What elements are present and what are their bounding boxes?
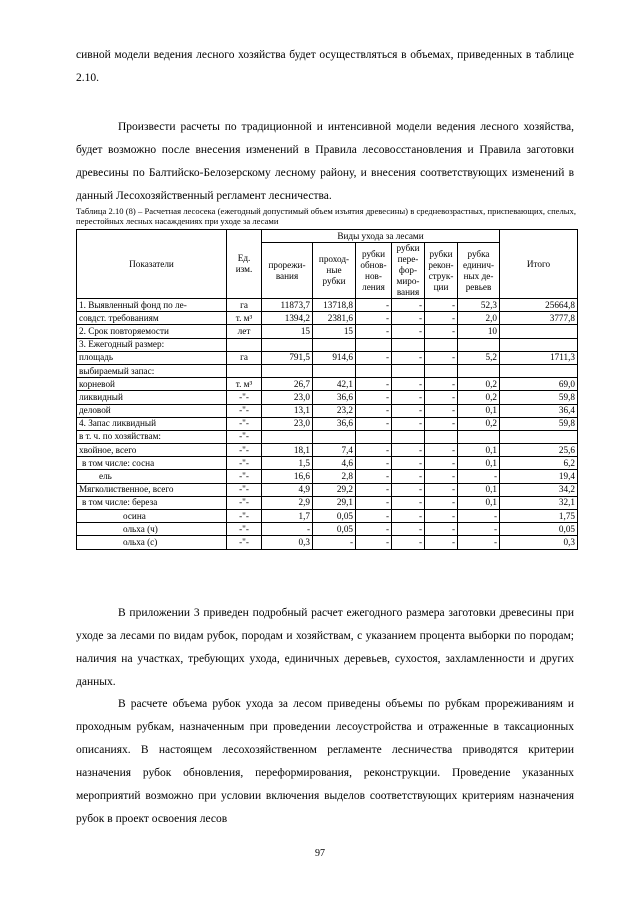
- row-value: [392, 338, 425, 351]
- table-row: [77, 404, 578, 417]
- row-value: -: [356, 351, 392, 364]
- row-value: -: [356, 510, 392, 523]
- row-value: 59,8: [500, 391, 578, 404]
- row-value: 0,1: [458, 496, 500, 509]
- row-value: -: [392, 536, 425, 549]
- row-value: 18,1: [262, 444, 313, 457]
- row-value: 0,3: [500, 536, 578, 549]
- row-value: -: [356, 523, 392, 536]
- row-value: [356, 364, 392, 377]
- row-value: -: [356, 391, 392, 404]
- row-value: -: [425, 391, 458, 404]
- row-value: [313, 338, 356, 351]
- row-value: 23,0: [262, 391, 313, 404]
- table-row: [77, 364, 578, 377]
- row-value: -: [425, 351, 458, 364]
- row-value: [262, 430, 313, 443]
- row-value: -: [356, 457, 392, 470]
- row-value: [356, 430, 392, 443]
- row-value: [262, 338, 313, 351]
- header-reforming: рубки пере- фор- миро- вания: [392, 243, 425, 299]
- table-row: [77, 312, 578, 325]
- row-label: 1. Выявленный фонд по ле-: [77, 299, 227, 312]
- row-label: выбираемый запас:: [77, 364, 227, 377]
- row-unit: лет: [227, 325, 262, 338]
- table-row: [77, 536, 578, 549]
- row-value: [313, 430, 356, 443]
- row-value: 2,8: [313, 470, 356, 483]
- row-value: [458, 338, 500, 351]
- row-value: 2,9: [262, 496, 313, 509]
- row-value: -: [356, 417, 392, 430]
- row-value: 0,2: [458, 378, 500, 391]
- row-value: 59,8: [500, 417, 578, 430]
- row-value: [313, 364, 356, 377]
- row-value: -: [425, 312, 458, 325]
- row-value: [500, 364, 578, 377]
- table-row: [77, 378, 578, 391]
- row-value: -: [392, 378, 425, 391]
- logging-table: [76, 229, 578, 550]
- row-value: 26,7: [262, 378, 313, 391]
- row-value: -: [425, 444, 458, 457]
- row-value: 0,05: [313, 523, 356, 536]
- row-value: 13,1: [262, 404, 313, 417]
- row-value: 36,4: [500, 404, 578, 417]
- row-value: -: [425, 299, 458, 312]
- table-row: [77, 444, 578, 457]
- row-value: 0,2: [458, 391, 500, 404]
- row-value: 0,05: [500, 523, 578, 536]
- row-unit: -"-: [227, 417, 262, 430]
- row-value: [425, 338, 458, 351]
- row-value: 10: [458, 325, 500, 338]
- row-value: 2,0: [458, 312, 500, 325]
- row-value: 36,6: [313, 417, 356, 430]
- row-unit: -"-: [227, 444, 262, 457]
- row-value: -: [392, 391, 425, 404]
- table-row: [77, 391, 578, 404]
- row-value: 0,3: [262, 536, 313, 549]
- row-value: -: [392, 444, 425, 457]
- row-value: -: [425, 483, 458, 496]
- row-value: 0,1: [458, 457, 500, 470]
- row-unit: -"-: [227, 457, 262, 470]
- header-unit: Ед. изм.: [227, 230, 262, 299]
- row-value: -: [425, 510, 458, 523]
- row-value: -: [392, 523, 425, 536]
- row-value: -: [392, 470, 425, 483]
- row-value: -: [356, 536, 392, 549]
- table-row: [77, 470, 578, 483]
- row-value: -: [392, 417, 425, 430]
- header-indicator: Показатели: [77, 230, 227, 299]
- row-value: 15: [313, 325, 356, 338]
- row-value: [500, 430, 578, 443]
- row-value: -: [392, 510, 425, 523]
- row-value: -: [392, 483, 425, 496]
- row-value: -: [356, 299, 392, 312]
- row-value: [356, 338, 392, 351]
- row-label: осина: [77, 510, 227, 523]
- page-number: 97: [315, 848, 325, 859]
- row-value: 1,75: [500, 510, 578, 523]
- table-row: [77, 496, 578, 509]
- row-value: -: [356, 312, 392, 325]
- row-value: 6,2: [500, 457, 578, 470]
- row-value: 29,2: [313, 483, 356, 496]
- row-unit: -"-: [227, 391, 262, 404]
- row-label: ликвидный: [77, 391, 227, 404]
- row-value: -: [458, 510, 500, 523]
- row-value: -: [425, 378, 458, 391]
- row-value: -: [392, 404, 425, 417]
- header-renewal: рубки обнов- нов- ления: [356, 243, 392, 299]
- paragraph-continued: сивной модели ведения лесного хозяйства будет осуществляться в объемах, приведенных в таблице 2.10.: [76, 49, 574, 84]
- row-value: 32,1: [500, 496, 578, 509]
- row-unit: -"-: [227, 483, 262, 496]
- row-label: в т. ч. по хозяйствам:: [77, 430, 227, 443]
- row-value: -: [458, 523, 500, 536]
- table-row: [77, 457, 578, 470]
- row-value: [425, 430, 458, 443]
- row-value: 0,2: [458, 417, 500, 430]
- table-row: [77, 338, 578, 351]
- row-value: -: [392, 457, 425, 470]
- header-group: Виды ухода за лесами: [262, 230, 500, 243]
- row-value: [425, 364, 458, 377]
- row-value: -: [392, 351, 425, 364]
- header-passage: проход- ные рубки: [313, 243, 356, 299]
- row-value: 25664,8: [500, 299, 578, 312]
- table-row: [77, 523, 578, 536]
- table-row: [77, 510, 578, 523]
- row-value: 29,1: [313, 496, 356, 509]
- row-label: 2. Срок повторяемости: [77, 325, 227, 338]
- row-value: 16,6: [262, 470, 313, 483]
- row-value: 7,4: [313, 444, 356, 457]
- header-total: Итого: [500, 230, 578, 299]
- row-value: [458, 364, 500, 377]
- row-value: -: [425, 457, 458, 470]
- row-unit: -"-: [227, 510, 262, 523]
- row-value: 1,5: [262, 457, 313, 470]
- row-value: [392, 364, 425, 377]
- row-value: 3777,8: [500, 312, 578, 325]
- row-unit: -"-: [227, 536, 262, 549]
- table-row: [77, 325, 578, 338]
- row-value: 0,1: [458, 444, 500, 457]
- row-unit: -"-: [227, 523, 262, 536]
- row-value: 23,2: [313, 404, 356, 417]
- row-unit: га: [227, 299, 262, 312]
- row-unit: -"-: [227, 404, 262, 417]
- row-value: -: [262, 523, 313, 536]
- row-label: 3. Ежегодный размер:: [77, 338, 227, 351]
- table-caption: Таблица 2.10 (8) – Расчетная лесосека (ежегодный допустимый объем изъятия древесины) в средневозрастных, приспевающих, спелых, перестойных лесных насаждениях при уходе за лесами: [76, 206, 576, 226]
- row-value: -: [425, 417, 458, 430]
- row-value: [500, 338, 578, 351]
- row-value: 1,7: [262, 510, 313, 523]
- row-value: 0,1: [458, 404, 500, 417]
- row-value: 36,6: [313, 391, 356, 404]
- row-value: -: [313, 536, 356, 549]
- row-label: деловой: [77, 404, 227, 417]
- row-value: [458, 430, 500, 443]
- row-value: 13718,8: [313, 299, 356, 312]
- row-value: -: [392, 496, 425, 509]
- row-value: -: [356, 404, 392, 417]
- table-row: [77, 430, 578, 443]
- row-value: 0,05: [313, 510, 356, 523]
- row-unit: [227, 338, 262, 351]
- paragraph-appendix: В приложении 3 приведен подробный расчет ежегодного размера заготовки древесины при уходе за лесами по видам рубок, породам и хозяйствам, с указанием процента выборки по породам; наличия на участках, требующих ухода, единичных деревьев, сухостоя, захламленности и других данных.: [76, 607, 574, 688]
- row-value: 23,0: [262, 417, 313, 430]
- row-label: хвойное, всего: [77, 444, 227, 457]
- row-value: -: [356, 378, 392, 391]
- row-label: Мягколиственное, всего: [77, 483, 227, 496]
- row-value: -: [458, 470, 500, 483]
- row-value: 11873,7: [262, 299, 313, 312]
- row-unit: -"-: [227, 496, 262, 509]
- row-value: -: [425, 470, 458, 483]
- row-value: 4,9: [262, 483, 313, 496]
- row-value: -: [458, 536, 500, 549]
- row-value: 69,0: [500, 378, 578, 391]
- row-value: 19,4: [500, 470, 578, 483]
- row-value: 52,3: [458, 299, 500, 312]
- row-value: -: [392, 299, 425, 312]
- row-value: 2381,6: [313, 312, 356, 325]
- row-value: 914,6: [313, 351, 356, 364]
- row-label: в том числе: береза: [77, 496, 227, 509]
- table-row: [77, 299, 578, 312]
- row-value: 15: [262, 325, 313, 338]
- row-value: -: [356, 325, 392, 338]
- table-row: [77, 417, 578, 430]
- row-value: 791,5: [262, 351, 313, 364]
- row-value: 1394,2: [262, 312, 313, 325]
- row-value: -: [392, 312, 425, 325]
- row-label: 4. Запас ликвидный: [77, 417, 227, 430]
- row-value: [262, 364, 313, 377]
- row-value: -: [425, 523, 458, 536]
- paragraph-calculations: Произвести расчеты по традиционной и интенсивной модели ведения лесного хозяйства, будет возможно после внесения изменений в Правила лесовосстановления и Правила заготовки древесины по Балтийско-Белозерскому лесному району, и внесения соответствующих изменений в данный Лесохозяйственный регламент лесничества.: [76, 121, 574, 202]
- row-value: [500, 325, 578, 338]
- row-value: -: [356, 496, 392, 509]
- header-reconstruction: рубки рекон- струк- ции: [425, 243, 458, 299]
- row-unit: -"-: [227, 470, 262, 483]
- header-thinning: прорежи- вания: [262, 243, 313, 299]
- row-unit: -"-: [227, 430, 262, 443]
- row-value: -: [356, 483, 392, 496]
- row-unit: т. м³: [227, 312, 262, 325]
- row-value: [392, 430, 425, 443]
- row-label: ель: [77, 470, 227, 483]
- row-value: 34,2: [500, 483, 578, 496]
- row-value: 5,2: [458, 351, 500, 364]
- row-unit: [227, 364, 262, 377]
- row-value: 25,6: [500, 444, 578, 457]
- row-label: площадь: [77, 351, 227, 364]
- row-value: -: [356, 444, 392, 457]
- header-single-trees: рубка единич- ных де- ревьев: [458, 243, 500, 299]
- row-value: 42,1: [313, 378, 356, 391]
- row-value: -: [425, 536, 458, 549]
- row-value: -: [425, 404, 458, 417]
- row-label: ольха (с): [77, 536, 227, 549]
- row-value: 1711,3: [500, 351, 578, 364]
- row-unit: т. м³: [227, 378, 262, 391]
- row-value: -: [425, 325, 458, 338]
- paragraph-thinning-volume: В расчете объема рубок ухода за лесом приведены объемы по рубкам прореживаниям и проходным рубкам, назначенным при проведении лесоустройства и отраженные в таксационных описаниях. В настоящем лесохозяйственном регламенте лесничества приводятся критерии назначения рубок обновления, переформирования, реконструкции. Проведение указанных мероприятий возможно при условии включения выделов соответствующих критериям назначения рубок в проект освоения лесов: [76, 698, 574, 825]
- table-row: [77, 351, 578, 364]
- row-label: корневой: [77, 378, 227, 391]
- row-value: -: [356, 470, 392, 483]
- row-label: совдст. требованиям: [77, 312, 227, 325]
- table-row: [77, 483, 578, 496]
- row-value: 0,1: [458, 483, 500, 496]
- row-label: в том числе: сосна: [77, 457, 227, 470]
- row-unit: га: [227, 351, 262, 364]
- row-value: -: [392, 325, 425, 338]
- row-value: 4,6: [313, 457, 356, 470]
- row-label: ольха (ч): [77, 523, 227, 536]
- row-value: -: [425, 496, 458, 509]
